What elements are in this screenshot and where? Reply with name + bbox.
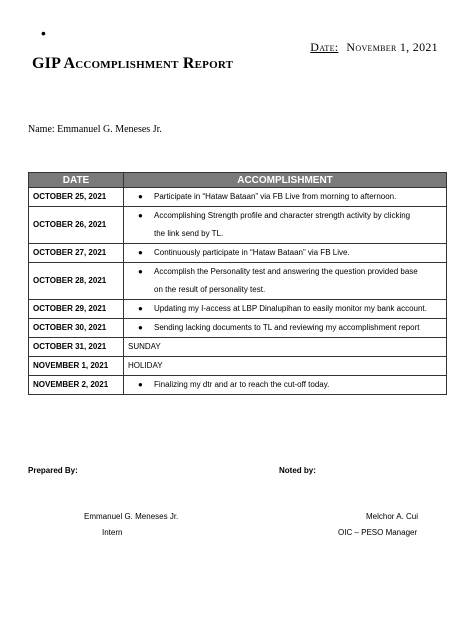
preparer-name: Emmanuel G. Meneses Jr. xyxy=(84,512,179,521)
row-date: OCTOBER 30, 2021 xyxy=(29,319,124,338)
table-row xyxy=(29,319,447,338)
preparer-role: Intern xyxy=(102,528,123,537)
row-date: NOVEMBER 1, 2021 xyxy=(29,357,124,376)
noter-role: OIC – PESO Manager xyxy=(338,528,418,537)
noter-name: Melchor A. Cui xyxy=(366,512,419,521)
accomplishment-text: Updating my I-access at LBP Dinalupihan to easily monitor my bank account. xyxy=(154,304,427,313)
accomplishment-text-cont: the link send by TL. xyxy=(154,229,224,238)
accomplishment-text: Continuously participate in “Hataw Bataan” via FB Live. xyxy=(154,248,350,257)
top-bullet: • xyxy=(41,25,46,41)
row-date: OCTOBER 27, 2021 xyxy=(29,244,124,263)
accomplishment-text: Accomplish the Personality test and answering the question provided base xyxy=(154,267,418,276)
row-date: NOVEMBER 2, 2021 xyxy=(29,376,124,395)
table-row xyxy=(29,263,447,300)
report-date xyxy=(310,40,438,55)
row-date: OCTOBER 31, 2021 xyxy=(29,338,124,357)
date-value: November 1, 2021 xyxy=(346,40,438,54)
header-accomplishment: ACCOMPLISHMENT xyxy=(124,173,447,188)
accomplishment-text: Finalizing my dtr and ar to reach the cut-off today. xyxy=(154,380,330,389)
row-accomplishment xyxy=(124,188,447,207)
accomplishment-text: Accomplishing Strength profile and character strength activity by clicking xyxy=(154,211,411,220)
bullet-icon: ● xyxy=(138,211,143,220)
row-accomplishment xyxy=(124,263,447,300)
accomplishment-text-cont: on the result of personality test. xyxy=(154,285,266,294)
bullet-icon: ● xyxy=(138,323,143,332)
row-accomplishment xyxy=(124,207,447,244)
bullet-icon: ● xyxy=(138,267,143,276)
bullet-icon: ● xyxy=(138,380,143,389)
row-accomplishment xyxy=(124,376,447,395)
row-accomplishment: HOLIDAY xyxy=(124,357,447,376)
row-date: OCTOBER 25, 2021 xyxy=(29,188,124,207)
prepared-by-label: Prepared By: xyxy=(28,466,78,475)
row-date: OCTOBER 29, 2021 xyxy=(29,300,124,319)
bullet-icon: ● xyxy=(138,304,143,313)
accomplishment-text: Participate in “Hataw Bataan” via FB Live from morning to afternoon. xyxy=(154,192,397,201)
accomplishment-table xyxy=(28,172,447,395)
row-accomplishment: SUNDAY xyxy=(124,338,447,357)
table-row xyxy=(29,244,447,263)
table-row xyxy=(29,207,447,244)
table-row xyxy=(29,188,447,207)
row-accomplishment xyxy=(124,300,447,319)
row-date: OCTOBER 28, 2021 xyxy=(29,263,124,300)
table-row xyxy=(29,376,447,395)
accomplishment-text: Sending lacking documents to TL and reviewing my accomplishment report xyxy=(154,323,420,332)
date-label: Date: xyxy=(310,40,339,54)
noted-by-label: Noted by: xyxy=(279,466,316,475)
report-title: GIP Accomplishment Report xyxy=(32,55,234,72)
intern-name: Name: Emmanuel G. Meneses Jr. xyxy=(28,124,162,135)
bullet-icon: ● xyxy=(138,248,143,257)
table-row xyxy=(29,357,447,376)
header-date: DATE xyxy=(29,173,124,188)
row-date: OCTOBER 26, 2021 xyxy=(29,207,124,244)
bullet-icon: ● xyxy=(138,192,143,201)
table-row xyxy=(29,338,447,357)
row-accomplishment xyxy=(124,319,447,338)
row-accomplishment xyxy=(124,244,447,263)
table-header-row xyxy=(29,173,447,188)
table-row xyxy=(29,300,447,319)
